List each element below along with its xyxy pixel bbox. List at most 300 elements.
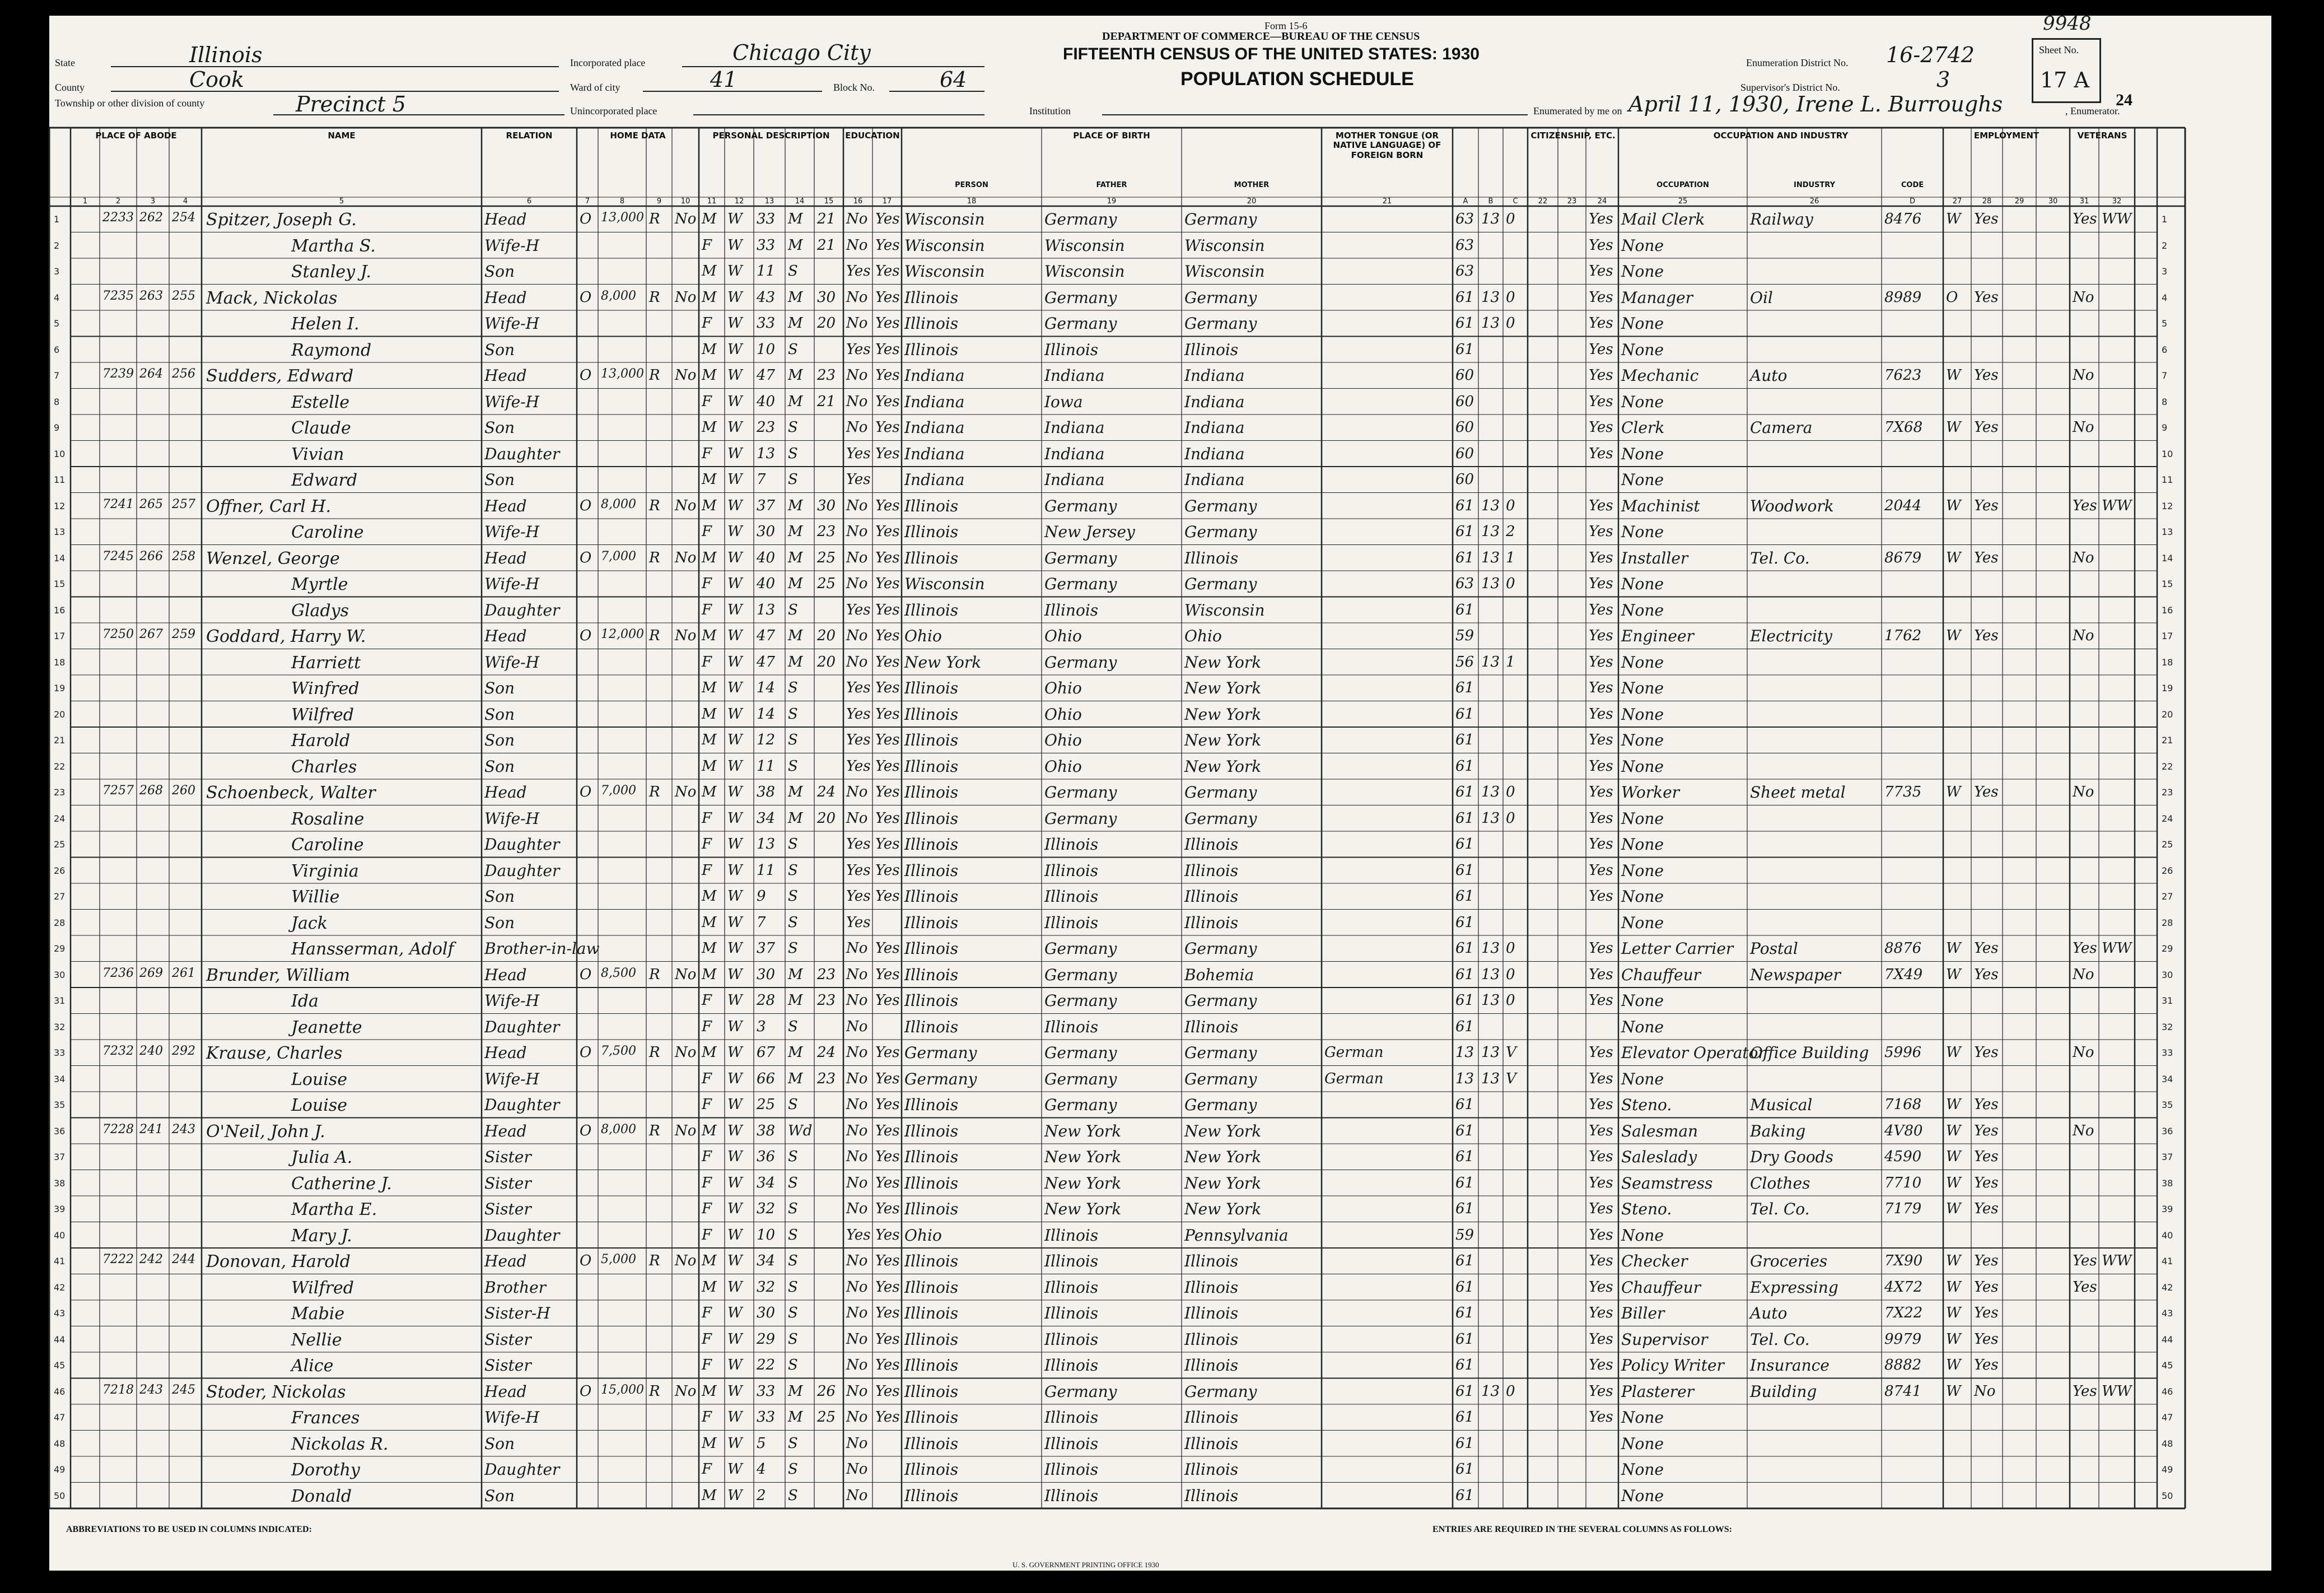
line-number: 26 — [54, 865, 66, 876]
cell-family: 243 — [172, 1122, 195, 1136]
cell-b: 13 — [1481, 497, 1500, 514]
cell-name: Martha S. — [291, 236, 376, 256]
line-number: 41 — [54, 1256, 66, 1266]
cell-tenure: O — [580, 1382, 592, 1400]
cell-marital: M — [788, 393, 803, 410]
cell-race: W — [727, 1461, 743, 1478]
cell-family: 261 — [172, 966, 195, 980]
cell-age: 47 — [757, 627, 776, 644]
cell-rel: Sister — [484, 1148, 531, 1166]
cell-eng: Yes — [1589, 288, 1613, 306]
cell-school: No — [846, 1174, 868, 1191]
cell-pobf: Illinois — [1044, 1408, 1099, 1427]
cell-c: 0 — [1506, 966, 1515, 983]
cell-read: Yes — [875, 992, 900, 1009]
subheader-occupation: OCCUPATION — [1656, 181, 1709, 189]
cell-ind: Newspaper — [1750, 965, 1841, 984]
cell-pob: Wisconsin — [904, 236, 985, 255]
cell-read: Yes — [875, 1148, 900, 1165]
cell-race: W — [727, 914, 743, 931]
cell-school: No — [846, 575, 868, 592]
cell-marital: M — [788, 211, 803, 227]
cell-name: Donovan, Harold — [206, 1252, 351, 1271]
cell-eng: Yes — [1589, 784, 1613, 800]
cell-name: Gladys — [291, 600, 349, 621]
cell-read: Yes — [875, 575, 900, 592]
cell-name: Offner, Carl H. — [206, 496, 332, 516]
cell-race: W — [727, 1174, 743, 1191]
cell-marital: S — [788, 341, 798, 358]
cell-b: 13 — [1481, 992, 1500, 1009]
cell-pobf: Indiana — [1044, 471, 1105, 489]
cell-occ: None — [1621, 1069, 1664, 1088]
cell-eng: Yes — [1589, 1044, 1613, 1061]
cell-pob: Germany — [904, 1069, 977, 1088]
cell-pob: Illinois — [904, 340, 959, 359]
cell-occ: None — [1621, 809, 1664, 828]
cell-agemar: 23 — [817, 966, 836, 983]
cell-eng: Yes — [1589, 1122, 1613, 1139]
cell-eng: Yes — [1589, 940, 1613, 957]
cell-occ: Saleslady — [1621, 1148, 1697, 1166]
cell-tenure: O — [580, 1252, 592, 1269]
cell-read: Yes — [875, 1226, 900, 1243]
cell-war: WW — [2102, 497, 2132, 514]
line-number: 42 — [2162, 1282, 2173, 1293]
cell-pobf: Illinois — [1044, 1278, 1099, 1297]
cell-school: No — [846, 1330, 868, 1348]
cell-marital: M — [788, 288, 803, 306]
cell-ind: Office Building — [1750, 1044, 1869, 1062]
cell-sex: M — [702, 263, 717, 280]
cell-pobm: Germany — [1184, 1069, 1257, 1088]
abbrev-title: ABBREVIATIONS TO BE USED IN COLUMNS INDICATED: — [66, 1525, 312, 1534]
sheet-label: Sheet No. — [2039, 44, 2079, 55]
cell-school: No — [846, 1148, 868, 1165]
cell-a: 60 — [1455, 419, 1474, 436]
cell-pobf: Germany — [1044, 314, 1117, 333]
cell-dwelling: 240 — [139, 1044, 163, 1058]
cell-race: W — [727, 1278, 743, 1296]
cell-cls: W — [1946, 784, 1961, 800]
line-number: 50 — [2162, 1490, 2173, 1501]
cell-code: 7X22 — [1884, 1305, 1923, 1321]
cell-race: W — [727, 367, 743, 384]
cell-house: 7235 — [102, 288, 134, 303]
cell-occ: None — [1621, 913, 1664, 932]
cell-age: 40 — [757, 575, 776, 592]
cell-pobm: Germany — [1184, 1096, 1257, 1114]
cell-eng: Yes — [1589, 966, 1613, 983]
cell-a: 61 — [1455, 1357, 1474, 1373]
cell-school: No — [846, 1070, 868, 1087]
cell-agemar: 25 — [817, 575, 836, 592]
cell-tongue: German — [1324, 1044, 1384, 1061]
cell-a: 61 — [1455, 1200, 1474, 1217]
cell-farm: No — [675, 627, 697, 644]
line-number: 39 — [2162, 1204, 2173, 1214]
cell-race: W — [727, 1487, 743, 1504]
cell-pobm: Illinois — [1184, 1330, 1239, 1349]
cell-age: 30 — [757, 523, 776, 540]
cell-c: 0 — [1506, 315, 1515, 332]
cell-occ: Engineer — [1621, 627, 1694, 645]
cell-race: W — [727, 705, 743, 723]
cell-occ: None — [1621, 1460, 1664, 1479]
cell-pob: Illinois — [904, 523, 959, 541]
column-number: 11 — [707, 197, 717, 206]
cell-sex: F — [702, 601, 712, 618]
cell-emp: Yes — [1974, 1096, 1999, 1113]
cell-marital: S — [788, 1305, 798, 1321]
cell-age: 32 — [757, 1200, 776, 1217]
ward-value: 41 — [710, 67, 738, 92]
cell-eng: Yes — [1589, 836, 1613, 853]
cell-marital: M — [788, 497, 803, 514]
cell-race: W — [727, 1096, 743, 1113]
cell-marital: S — [788, 1278, 798, 1296]
cell-pob: Illinois — [904, 913, 959, 932]
cell-pobf: Illinois — [1044, 600, 1099, 620]
cell-dwelling: 266 — [139, 549, 163, 563]
line-number: 34 — [2162, 1073, 2173, 1084]
cell-read: Yes — [875, 211, 900, 227]
line-number: 44 — [2162, 1334, 2173, 1345]
cell-emp: Yes — [1974, 966, 1999, 983]
cell-race: W — [727, 1434, 743, 1452]
cell-value: 12,000 — [601, 627, 644, 641]
cell-farm: No — [675, 1252, 697, 1269]
cell-emp: Yes — [1974, 1148, 1999, 1165]
cell-name: Nickolas R. — [291, 1434, 389, 1454]
cell-pobm: Germany — [1184, 1382, 1257, 1401]
cell-race: W — [727, 757, 743, 775]
cell-age: 33 — [757, 211, 776, 227]
cell-occ: Seamstress — [1621, 1173, 1713, 1193]
cell-tenure: O — [580, 627, 592, 644]
subheader-father: FATHER — [1096, 181, 1127, 189]
line-number: 15 — [2162, 579, 2173, 589]
cell-age: 5 — [757, 1434, 766, 1452]
cell-sex: F — [702, 1096, 712, 1113]
cell-cls: W — [1946, 1305, 1961, 1321]
cell-a: 61 — [1455, 784, 1474, 800]
cell-pobf: Wisconsin — [1044, 236, 1125, 255]
cell-rel: Daughter — [484, 1017, 560, 1036]
cell-school: Yes — [846, 445, 871, 462]
column-number: 31 — [2079, 197, 2089, 206]
cell-eng: Yes — [1589, 1226, 1613, 1243]
county-label: County — [55, 82, 85, 93]
cell-age: 40 — [757, 393, 776, 410]
cell-code: 7X90 — [1884, 1252, 1923, 1269]
cell-marital: M — [788, 1382, 803, 1400]
cell-pob: Illinois — [904, 679, 959, 697]
cell-school: No — [846, 809, 868, 827]
cell-agemar: 20 — [817, 653, 836, 670]
cell-rel: Son — [484, 731, 515, 749]
cell-age: 30 — [757, 966, 776, 983]
cell-b: 13 — [1481, 784, 1500, 800]
cell-cls: W — [1946, 966, 1961, 983]
cell-occ: Installer — [1621, 548, 1688, 567]
state-value: Illinois — [189, 43, 263, 67]
cell-marital: S — [788, 1487, 798, 1504]
cell-a: 61 — [1455, 1278, 1474, 1296]
cell-a: 61 — [1455, 966, 1474, 983]
cell-name: Stanley J. — [291, 262, 371, 282]
cell-school: Yes — [846, 601, 871, 618]
cell-marital: S — [788, 419, 798, 436]
line-number: 47 — [54, 1412, 66, 1423]
cell-pobm: New York — [1184, 653, 1262, 672]
cell-pob: Illinois — [904, 1382, 959, 1401]
cell-sex: M — [702, 1382, 717, 1400]
cell-tenure: O — [580, 1044, 592, 1061]
cell-cls: W — [1946, 1357, 1961, 1373]
cell-agemar: 23 — [817, 367, 836, 384]
cell-pobf: Indiana — [1044, 366, 1105, 385]
cell-rel: Head — [484, 1121, 527, 1140]
cell-cls: W — [1946, 1174, 1961, 1191]
cell-pobm: Illinois — [1184, 1017, 1239, 1036]
cell-name: Krause, Charles — [206, 1044, 343, 1063]
cell-age: 34 — [757, 1174, 776, 1191]
cell-sex: M — [702, 627, 717, 644]
cell-marital: S — [788, 1096, 798, 1113]
cell-emp: Yes — [1974, 211, 1999, 227]
cell-name: Mary J. — [291, 1226, 352, 1246]
cell-a: 61 — [1455, 1096, 1474, 1113]
cell-code: 7X68 — [1884, 419, 1923, 436]
cell-farm: No — [675, 211, 697, 227]
cell-sex: M — [702, 679, 717, 696]
cell-house: 7245 — [102, 549, 134, 563]
cell-name: Harold — [291, 731, 351, 751]
cell-age: 40 — [757, 549, 776, 566]
cell-race: W — [727, 211, 743, 227]
cell-vet: No — [2073, 367, 2094, 384]
line-number: 23 — [2162, 787, 2173, 798]
cell-name: Mack, Nickolas — [206, 288, 338, 308]
cell-rel: Head — [484, 288, 527, 307]
cell-name: Helen I. — [291, 314, 360, 334]
cell-a: 61 — [1455, 992, 1474, 1009]
cell-ind: Oil — [1750, 288, 1773, 307]
cell-a: 61 — [1455, 836, 1474, 853]
cell-school: Yes — [846, 836, 871, 853]
cell-pob: Illinois — [904, 496, 959, 515]
cell-school: No — [846, 1122, 868, 1139]
cell-race: W — [727, 1357, 743, 1373]
cell-ind: Postal — [1750, 939, 1798, 958]
cell-pob: Illinois — [904, 1304, 959, 1322]
column-number: 14 — [795, 197, 805, 206]
cell-occ: Checker — [1621, 1252, 1688, 1270]
enum-district-value: 16-2742 — [1886, 43, 1975, 67]
cell-code: 7168 — [1884, 1096, 1922, 1113]
cell-tenure: O — [580, 211, 592, 227]
cell-a: 60 — [1455, 367, 1474, 384]
cell-cls: W — [1946, 940, 1961, 957]
cell-cls: W — [1946, 1044, 1961, 1061]
cell-age: 33 — [757, 236, 776, 254]
cell-eng: Yes — [1589, 992, 1613, 1009]
cell-sex: M — [702, 1434, 717, 1452]
line-number: 35 — [54, 1100, 66, 1110]
cell-cls: W — [1946, 1382, 1961, 1400]
cell-radio: R — [649, 549, 660, 566]
cell-radio: R — [649, 966, 660, 983]
column-number: 21 — [1382, 197, 1392, 206]
cell-rel: Head — [484, 548, 527, 567]
cell-eng: Yes — [1589, 601, 1613, 618]
cell-dwelling: 264 — [139, 367, 163, 381]
cell-school: No — [846, 523, 868, 540]
institution-label: Institution — [1029, 105, 1071, 117]
cell-vet: No — [2073, 419, 2094, 436]
cell-dwelling: 263 — [139, 288, 163, 303]
cell-race: W — [727, 732, 743, 748]
cell-marital: S — [788, 1018, 798, 1035]
cell-emp: Yes — [1974, 288, 1999, 306]
cell-c: 0 — [1506, 575, 1515, 592]
cell-occ: None — [1621, 653, 1664, 672]
cell-a: 61 — [1455, 888, 1474, 905]
cell-vet: No — [2073, 1044, 2094, 1061]
cell-ind: Expressing — [1750, 1278, 1838, 1297]
line-number: 48 — [2162, 1438, 2173, 1449]
line-number: 48 — [54, 1438, 66, 1449]
cell-age: 34 — [757, 809, 776, 827]
cell-occ: Salesman — [1621, 1121, 1698, 1140]
subheader-industry: INDUSTRY — [1793, 181, 1835, 189]
cell-dwelling: 267 — [139, 627, 163, 641]
sheet-value: 17 A — [2040, 68, 2089, 92]
cell-marital: S — [788, 445, 798, 462]
cell-marital: S — [788, 1434, 798, 1452]
line-number: 6 — [2162, 344, 2168, 355]
cell-sex: F — [702, 1226, 712, 1243]
cell-pobm: Indiana — [1184, 471, 1245, 489]
cell-school: No — [846, 1096, 868, 1113]
subheader-mother: MOTHER — [1234, 181, 1270, 189]
cell-pob: Illinois — [904, 835, 959, 854]
ward-label: Ward of city — [570, 82, 620, 93]
cell-eng: Yes — [1589, 523, 1613, 540]
cell-rel: Wife-H — [484, 1408, 540, 1427]
cell-pobf: Ohio — [1044, 731, 1082, 749]
cell-pob: Wisconsin — [904, 262, 985, 281]
cell-school: No — [846, 315, 868, 332]
line-number: 38 — [54, 1177, 66, 1189]
cell-name: Schoenbeck, Walter — [206, 783, 376, 803]
cell-read: Yes — [875, 601, 900, 618]
cell-pob: Illinois — [904, 1356, 959, 1375]
cell-age: 36 — [757, 1148, 776, 1165]
cell-occ: None — [1621, 444, 1664, 463]
cell-name: Harriett — [291, 653, 361, 673]
cell-eng: Yes — [1589, 809, 1613, 827]
cell-agemar: 30 — [817, 288, 836, 306]
cell-pobm: New York — [1184, 731, 1262, 749]
cell-eng: Yes — [1589, 1330, 1613, 1348]
cell-pob: Illinois — [904, 757, 959, 776]
cell-sex: M — [702, 784, 717, 800]
cell-pobf: New York — [1044, 1200, 1122, 1218]
cell-radio: R — [649, 784, 660, 800]
cell-pobm: New York — [1184, 679, 1262, 697]
cell-name: Brunder, William — [206, 965, 351, 985]
cell-agemar: 25 — [817, 1409, 836, 1426]
cell-name: Louise — [291, 1096, 348, 1115]
cell-a: 61 — [1455, 1252, 1474, 1269]
line-number: 33 — [54, 1047, 66, 1058]
column-number: 15 — [824, 197, 834, 206]
cell-cls: W — [1946, 367, 1961, 384]
column-number: 23 — [1567, 197, 1577, 206]
line-number: 30 — [2162, 969, 2173, 980]
cell-pobf: Illinois — [1044, 1252, 1099, 1270]
cell-pobm: Bohemia — [1184, 965, 1254, 984]
cell-race: W — [727, 393, 743, 410]
cell-rel: Head — [484, 496, 527, 515]
cell-marital: S — [788, 861, 798, 879]
cell-a: 61 — [1455, 549, 1474, 566]
cell-a: 61 — [1455, 341, 1474, 358]
cell-pob: Illinois — [904, 939, 959, 958]
enumerator-label: , Enumerator. — [2065, 105, 2120, 117]
cell-pobm: Germany — [1184, 288, 1257, 307]
cell-eng: Yes — [1589, 1305, 1613, 1321]
cell-radio: R — [649, 1252, 660, 1269]
cell-name: Wilfred — [291, 1278, 354, 1298]
cell-occ: None — [1621, 757, 1664, 776]
cell-sex: F — [702, 653, 712, 670]
cell-read: Yes — [875, 784, 900, 800]
cell-a: 61 — [1455, 288, 1474, 306]
cell-rel: Head — [484, 1044, 527, 1062]
cell-pobm: Illinois — [1184, 340, 1239, 359]
line-number: 37 — [54, 1152, 66, 1162]
cell-age: 14 — [757, 705, 776, 723]
cell-sex: M — [702, 888, 717, 905]
cell-value: 8,000 — [601, 288, 636, 303]
cell-age: 33 — [757, 1409, 776, 1426]
cell-race: W — [727, 601, 743, 618]
cell-age: 37 — [757, 940, 776, 957]
cell-pobf: Germany — [1044, 939, 1117, 958]
cell-cls: W — [1946, 211, 1961, 227]
cell-sex: M — [702, 211, 717, 227]
cell-sex: F — [702, 992, 712, 1009]
cell-race: W — [727, 1200, 743, 1217]
line-number: 27 — [54, 891, 66, 902]
cell-eng: Yes — [1589, 653, 1613, 670]
cell-occ: Manager — [1621, 288, 1693, 307]
line-number: 29 — [2162, 943, 2173, 954]
cell-name: Wilfred — [291, 705, 354, 725]
cell-pobm: New York — [1184, 1173, 1262, 1193]
cell-agemar: 24 — [817, 784, 836, 800]
cell-code: 7623 — [1884, 367, 1922, 384]
cell-a: 61 — [1455, 1409, 1474, 1426]
column-number: 6 — [526, 197, 532, 206]
cell-pob: Illinois — [904, 731, 959, 749]
cell-school: Yes — [846, 471, 871, 488]
cell-emp: Yes — [1974, 1357, 1999, 1373]
cell-pobf: Germany — [1044, 496, 1117, 515]
